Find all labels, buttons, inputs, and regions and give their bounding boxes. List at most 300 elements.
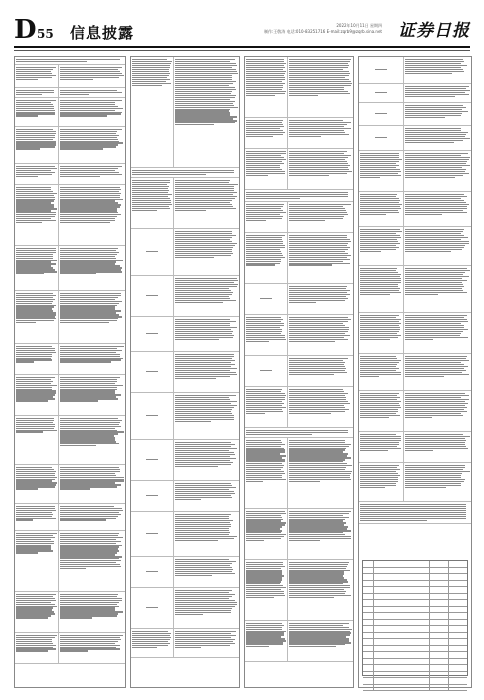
text-line (405, 397, 461, 398)
text-line (60, 469, 120, 470)
text-line (175, 395, 236, 396)
text-line (289, 134, 349, 135)
text-line (289, 321, 348, 322)
text-line (289, 401, 348, 402)
text-line (60, 383, 115, 384)
text-line (175, 63, 236, 64)
text-line (132, 63, 171, 64)
text-line (175, 321, 236, 322)
text-line (289, 206, 343, 207)
text-line (60, 75, 124, 76)
table-cell (15, 291, 59, 343)
text-line (246, 589, 281, 590)
text-line (360, 512, 466, 513)
text-line (16, 471, 56, 472)
text-line (360, 153, 399, 154)
text-line (289, 218, 343, 219)
text-line (16, 604, 55, 605)
text-line (60, 71, 120, 72)
table-row (359, 463, 471, 502)
text-line (16, 305, 56, 306)
text-line (175, 208, 236, 209)
text-line (175, 493, 235, 494)
table-cell (430, 574, 449, 580)
table-cell (359, 354, 404, 390)
table-cell (404, 103, 471, 125)
text-line (16, 639, 52, 640)
text-line (16, 516, 52, 517)
text-line (246, 212, 286, 213)
table-row (15, 633, 125, 664)
text-line (289, 463, 347, 464)
table-cell (404, 391, 471, 431)
text-line (360, 294, 390, 295)
text-line (289, 459, 345, 460)
text-line (60, 115, 107, 116)
text-line (289, 538, 350, 539)
text-line (405, 331, 463, 332)
text-line (360, 290, 399, 291)
text-line (289, 467, 346, 468)
table-row (245, 202, 353, 233)
text-line (16, 258, 53, 259)
text-line (16, 467, 52, 468)
text-line (246, 532, 281, 533)
text-line (60, 475, 116, 476)
text-line (16, 90, 54, 91)
text-line (360, 177, 380, 178)
text-line (405, 132, 468, 133)
text-line (289, 389, 342, 390)
text-line (175, 99, 230, 100)
text-line (405, 399, 469, 400)
text-line (289, 449, 344, 450)
text-line (175, 288, 229, 289)
text-line (60, 252, 119, 253)
text-line (405, 138, 470, 139)
text-line (60, 477, 124, 478)
text-line (60, 108, 123, 109)
text-line (360, 319, 401, 320)
text-line (405, 446, 466, 447)
text-line (405, 90, 470, 91)
text-line (360, 407, 401, 408)
table-row (245, 356, 353, 387)
text-line (175, 93, 231, 94)
text-line (405, 229, 464, 230)
text-line (246, 329, 282, 330)
text-line (16, 486, 55, 487)
table-cell (430, 607, 449, 613)
text-line (16, 144, 56, 145)
text-line (405, 268, 468, 269)
text-line (16, 426, 55, 427)
text-line (360, 237, 401, 238)
text-line (289, 73, 349, 74)
text-line (60, 73, 122, 74)
text-line (60, 113, 121, 114)
text-line (360, 243, 400, 244)
table-cell (374, 672, 430, 678)
text-line (405, 88, 466, 89)
text-line (289, 481, 320, 482)
text-line (360, 395, 397, 396)
text-line (175, 448, 236, 449)
table-cell (430, 646, 449, 652)
text-line (175, 485, 232, 486)
text-line (246, 67, 285, 68)
text-line (60, 293, 121, 294)
text-line (289, 566, 347, 567)
table-cell (404, 192, 471, 226)
text-line (175, 245, 235, 246)
text-line (360, 405, 400, 406)
text-line (289, 75, 349, 76)
text-line (16, 250, 56, 251)
text-line (60, 359, 121, 360)
text-line (16, 187, 51, 188)
text-line (60, 435, 114, 436)
text-line (60, 387, 117, 388)
text-line (405, 245, 465, 246)
text-line (60, 647, 116, 648)
text-line (60, 548, 118, 549)
text-line (175, 516, 229, 517)
text-line (360, 506, 466, 507)
text-line (60, 480, 124, 481)
text-line (175, 331, 232, 332)
text-line (405, 128, 461, 129)
text-line (175, 366, 231, 367)
text-line (246, 171, 285, 172)
text-line (246, 646, 269, 647)
text-line (246, 399, 285, 400)
text-line (60, 394, 121, 395)
text-line (246, 434, 312, 435)
table-cell (430, 685, 449, 691)
text-line (246, 165, 280, 166)
text-line (16, 168, 57, 169)
table-row (359, 84, 471, 103)
text-line (16, 379, 51, 380)
text-line (60, 265, 120, 266)
text-line (175, 403, 231, 404)
text-line (289, 327, 349, 328)
text-line (289, 65, 349, 66)
text-line (405, 94, 469, 95)
text-line (246, 591, 284, 592)
text-line (60, 139, 118, 140)
table-cell (374, 620, 430, 626)
text-line (246, 63, 286, 64)
text-line (16, 166, 55, 167)
text-line (289, 393, 348, 394)
text-line (360, 475, 400, 476)
text-line (405, 113, 463, 114)
text-line (16, 596, 53, 597)
text-line (289, 575, 343, 576)
text-line (289, 79, 349, 80)
text-line (16, 320, 54, 321)
text-line (405, 65, 467, 66)
text-line (175, 323, 230, 324)
text-line (60, 390, 115, 391)
table-cell (174, 629, 239, 657)
text-line (246, 333, 281, 334)
text-line (289, 67, 348, 68)
text-line (246, 339, 286, 340)
text-line (60, 174, 122, 175)
text-line (289, 591, 346, 592)
text-line (289, 370, 345, 371)
text-line (360, 446, 397, 447)
text-line (60, 594, 118, 595)
table-cell (245, 438, 288, 508)
text-line (289, 631, 350, 632)
text-line (60, 131, 117, 132)
table-cell (15, 246, 59, 290)
text-line (16, 69, 53, 70)
text-line (16, 611, 54, 612)
text-line (246, 151, 286, 152)
text-line (289, 589, 344, 590)
text-line (16, 377, 55, 378)
text-line (175, 444, 235, 445)
text-line (405, 109, 462, 110)
text-line (405, 323, 461, 324)
text-line (246, 85, 283, 86)
text-line (16, 322, 36, 323)
table-row (131, 440, 239, 481)
text-line (175, 612, 231, 613)
text-line (246, 475, 282, 476)
text-line (289, 325, 345, 326)
text-line (360, 210, 398, 211)
text-line (16, 141, 56, 142)
text-line (289, 59, 351, 60)
text-line (175, 401, 236, 402)
text-line (60, 106, 118, 107)
text-line (132, 77, 167, 78)
text-line (246, 629, 282, 630)
text-line (175, 499, 201, 500)
text-line (132, 210, 157, 211)
text-line (246, 455, 286, 456)
text-line (246, 393, 285, 394)
text-line (175, 397, 229, 398)
text-line (60, 471, 120, 472)
table-row (15, 592, 125, 633)
text-line (60, 200, 115, 201)
text-line (246, 126, 284, 127)
text-line (60, 354, 120, 355)
table-cell (430, 665, 449, 671)
text-line (16, 514, 53, 515)
text-line (405, 356, 467, 357)
text-line (16, 73, 52, 74)
text-line (405, 417, 432, 418)
cell-label-line (375, 69, 388, 70)
text-line (289, 411, 345, 412)
text-line (246, 511, 285, 512)
text-line (60, 641, 118, 642)
text-line (289, 479, 351, 480)
text-line (360, 337, 398, 338)
text-line (360, 157, 399, 158)
text-line (16, 146, 55, 147)
text-line (60, 314, 119, 315)
text-line (132, 73, 170, 74)
text-line (175, 233, 232, 234)
text-line (360, 329, 400, 330)
text-line (175, 71, 237, 72)
text-line (246, 403, 284, 404)
text-line (246, 198, 300, 199)
text-line (60, 420, 122, 421)
text-line (246, 481, 263, 482)
text-line (175, 190, 234, 191)
text-line (60, 602, 119, 603)
text-line (16, 295, 56, 296)
text-line (360, 245, 396, 246)
cell-label-line (260, 370, 272, 371)
table-cell (131, 276, 174, 316)
text-line (289, 292, 347, 293)
text-line (60, 346, 124, 347)
table-row (359, 266, 471, 313)
text-line (16, 314, 56, 315)
text-line (360, 206, 400, 207)
text-line (175, 407, 234, 408)
text-line (360, 161, 399, 162)
text-line (289, 469, 345, 470)
text-line (60, 484, 121, 485)
text-line (405, 282, 462, 283)
text-line (405, 134, 467, 135)
text-line (60, 271, 122, 272)
text-line (60, 306, 115, 307)
text-line (246, 167, 280, 168)
table-cell (374, 633, 430, 639)
text-line (16, 512, 52, 513)
text-line (289, 457, 351, 458)
table-cell (359, 151, 404, 191)
text-line (289, 63, 347, 64)
text-line (246, 409, 282, 410)
text-line (246, 577, 282, 578)
table-cell (288, 509, 353, 559)
table-cell (363, 672, 374, 678)
table-cell (449, 587, 467, 593)
text-line (289, 91, 348, 92)
text-line (289, 298, 348, 299)
text-line (16, 519, 33, 520)
text-line (16, 543, 54, 544)
table-cell (363, 626, 374, 632)
text-line (60, 204, 121, 205)
table-row (245, 118, 353, 149)
text-line (405, 206, 467, 207)
text-line (405, 204, 469, 205)
text-line (60, 479, 124, 480)
page-letter: D (14, 15, 37, 45)
table-row (245, 315, 353, 356)
table-cell (59, 416, 125, 464)
table-row (15, 375, 125, 416)
table-cell (131, 629, 174, 657)
text-line (289, 360, 343, 361)
table-cell (59, 504, 125, 530)
text-line (175, 112, 229, 113)
text-line (289, 530, 351, 531)
text-line (60, 596, 117, 597)
text-line (60, 643, 115, 644)
text-line (60, 310, 121, 311)
text-line (16, 129, 53, 130)
text-line (175, 298, 229, 299)
text-line (175, 339, 219, 340)
text-line (16, 113, 55, 114)
text-line (16, 112, 55, 113)
text-line (289, 296, 346, 297)
text-line (60, 508, 122, 509)
text-line (60, 392, 115, 393)
text-line (60, 356, 120, 357)
table-cell (131, 317, 174, 351)
text-line (132, 69, 169, 70)
text-line (60, 361, 111, 362)
table-cell (374, 652, 430, 658)
text-line (360, 467, 397, 468)
text-line (132, 633, 171, 634)
text-line (405, 481, 464, 482)
text-line (289, 167, 347, 168)
text-line (360, 368, 399, 369)
text-line (246, 430, 348, 431)
text-line (289, 364, 344, 365)
text-line (405, 157, 470, 158)
text-line (289, 362, 345, 363)
text-line (289, 83, 351, 84)
text-line (289, 629, 352, 630)
text-line (289, 581, 347, 582)
cell-label-line (146, 371, 158, 372)
text-line (175, 237, 231, 238)
table-cell (374, 665, 430, 671)
text-line (246, 264, 275, 265)
text-line (360, 399, 397, 400)
table-cell (131, 481, 174, 511)
table-cell (430, 672, 449, 678)
text-line (16, 59, 120, 60)
text-line (175, 120, 237, 121)
editor-line: 制作:王敬涛 电话:010-83251716 E-mail:zqrb9@zqrb.sina.net (263, 29, 382, 34)
text-line (289, 513, 349, 514)
text-line (16, 594, 56, 595)
section-title: 信息披露 (70, 24, 135, 42)
text-line (246, 442, 282, 443)
text-line (175, 600, 235, 601)
text-line (405, 63, 462, 64)
text-line (60, 433, 118, 434)
text-line (175, 186, 234, 187)
text-line (16, 390, 56, 391)
text-line (60, 562, 116, 563)
text-line (175, 483, 231, 484)
table-cell (288, 118, 353, 148)
table-cell (245, 509, 288, 559)
text-line (175, 210, 206, 211)
